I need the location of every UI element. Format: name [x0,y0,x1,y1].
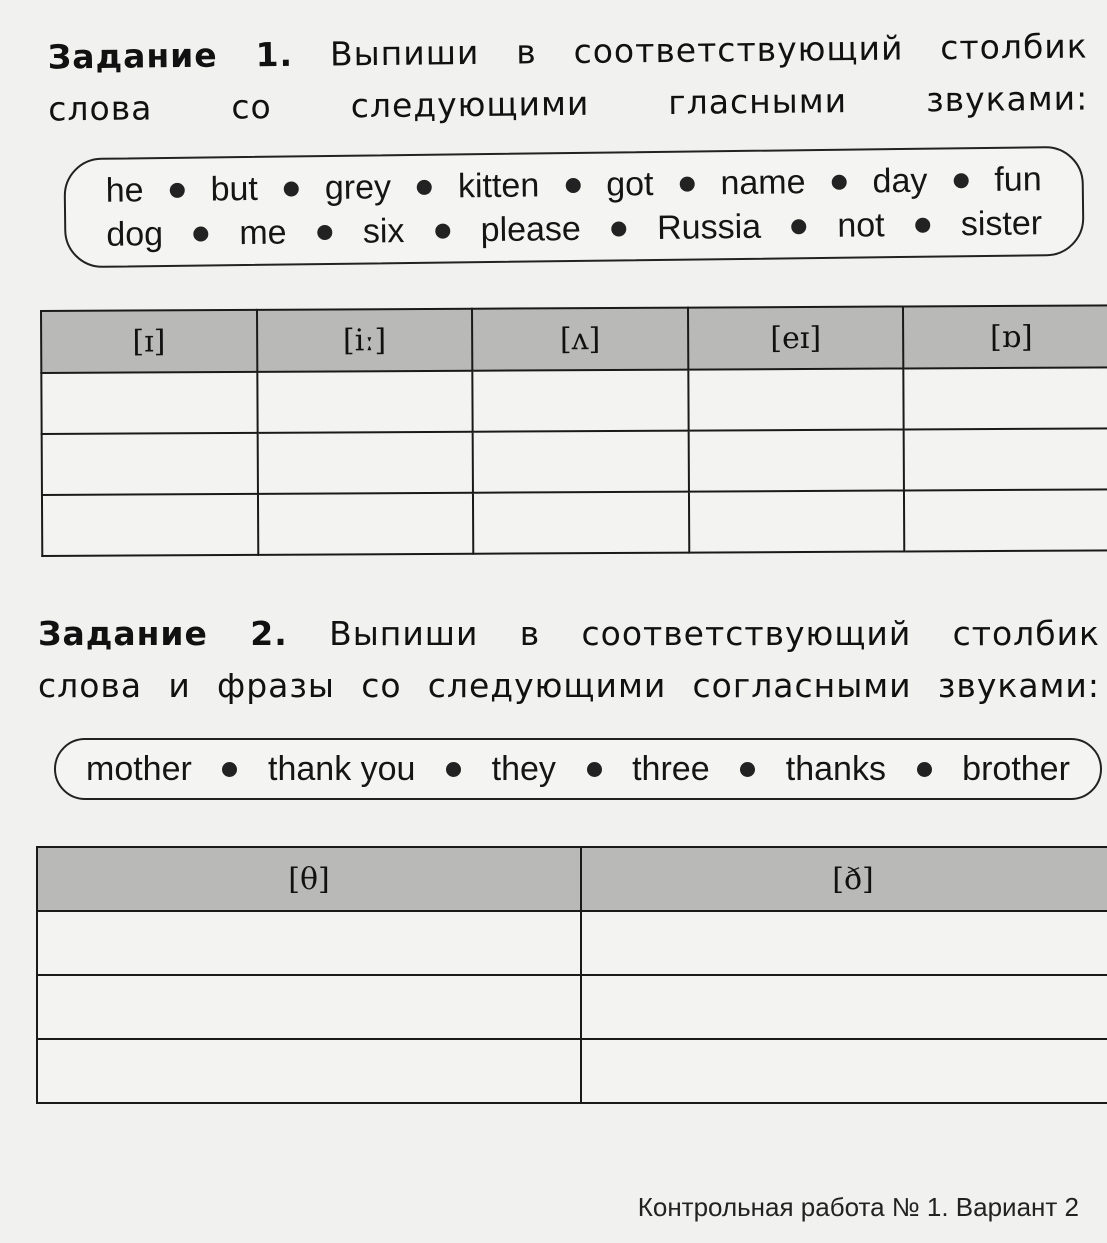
answer-cell[interactable] [473,370,689,432]
answer-cell[interactable] [42,494,258,556]
bullet-dot-icon [169,182,184,197]
word-bank-row-1 [86,747,1070,791]
task2-instruction-part1: Выпиши в соответствующий столбик [329,614,1100,653]
bullet-dot-icon [284,181,299,196]
answer-cell[interactable] [41,372,257,434]
answer-cell[interactable] [257,432,473,494]
bullet-dot-icon [792,219,807,234]
bullet-dot-icon [587,762,602,777]
bullet-dot-icon [953,173,968,188]
column-header-sound: [ɒ] [903,305,1107,368]
word-bank-word: brother [962,750,1070,788]
bullet-dot-icon [915,217,930,232]
task1-label: Задание 1. [47,34,294,77]
bullet-dot-icon [740,762,755,777]
task2-label: Задание 2. [38,614,288,653]
table-row [37,911,1107,975]
bullet-dot-icon [194,226,209,241]
bullet-dot-icon [446,762,461,777]
answer-cell[interactable] [37,1039,581,1103]
column-header-sound: [ʌ] [472,308,688,371]
task1-table [40,304,1107,557]
answer-cell[interactable] [904,367,1107,429]
answer-cell[interactable] [688,368,904,430]
table-row [37,1039,1107,1103]
word-bank-word: grey [324,168,392,208]
word-bank-word: he [105,171,144,210]
bullet-dot-icon [222,762,237,777]
table-header-row [37,847,1107,911]
word-bank-word: me [239,213,287,253]
table-row [42,489,1107,556]
word-bank-word: please [480,209,582,250]
answer-cell[interactable] [258,493,474,555]
task2-word-bank [54,738,1102,800]
answer-cell[interactable] [37,911,581,975]
task1-instruction-part2: слова со следующими гласными звуками: [48,78,1089,129]
column-header-sound: [θ] [37,847,581,911]
word-bank-word: name [720,163,806,203]
answer-cell[interactable] [42,433,258,495]
answer-cell[interactable] [37,975,581,1039]
column-header-sound: [eɪ] [688,306,904,369]
word-bank-word: not [837,206,885,245]
answer-cell[interactable] [581,911,1107,975]
task1-word-bank [63,146,1084,268]
word-bank-word: got [605,165,654,204]
word-bank-word: day [872,161,928,201]
task2-heading [38,608,1100,712]
answer-cell[interactable] [904,428,1107,490]
task2-instruction-part2: слова и фразы со следующими согласными звуками: [38,666,1100,705]
page-footer: Контрольная работа № 1. Вариант 2 [637,1192,1079,1222]
answer-cell[interactable] [473,431,689,493]
task1-heading [47,21,1088,136]
table-row [41,367,1107,434]
bullet-dot-icon [565,177,580,192]
word-bank-word: six [362,212,405,251]
task1-instruction-part1: Выпиши в соответствующий столбик [329,26,1088,74]
bullet-dot-icon [917,762,932,777]
answer-cell[interactable] [581,1039,1107,1103]
bullet-dot-icon [317,224,332,239]
task2-line1 [38,608,1100,660]
table-row [37,975,1107,1039]
bullet-dot-icon [611,221,626,236]
column-header-sound: [iː] [257,309,473,372]
word-bank-word: thank you [268,750,416,788]
word-bank-word: thanks [785,750,886,788]
answer-cell[interactable] [473,492,689,554]
answer-cell[interactable] [904,489,1107,551]
bullet-dot-icon [679,176,694,191]
word-bank-word: fun [994,160,1042,199]
task2-table [36,846,1107,1104]
word-bank-word: dog [106,215,164,254]
column-header-sound: [ɪ] [41,310,257,373]
answer-cell[interactable] [581,975,1107,1039]
word-bank-word: kitten [457,166,540,206]
word-bank-word: three [632,750,710,788]
word-bank-word: they [491,750,556,788]
answer-cell[interactable] [689,490,905,552]
word-bank-word: mother [86,750,192,788]
word-bank-word: sister [960,204,1043,244]
bullet-dot-icon [435,223,450,238]
word-bank-word: but [210,169,259,209]
column-header-sound: [ð] [581,847,1107,911]
answer-cell[interactable] [257,371,473,433]
word-bank-word: Russia [656,207,762,247]
bullet-dot-icon [417,179,432,194]
answer-cell[interactable] [688,429,904,491]
bullet-dot-icon [831,174,846,189]
table-header-row [41,305,1107,373]
table-row [42,428,1107,495]
